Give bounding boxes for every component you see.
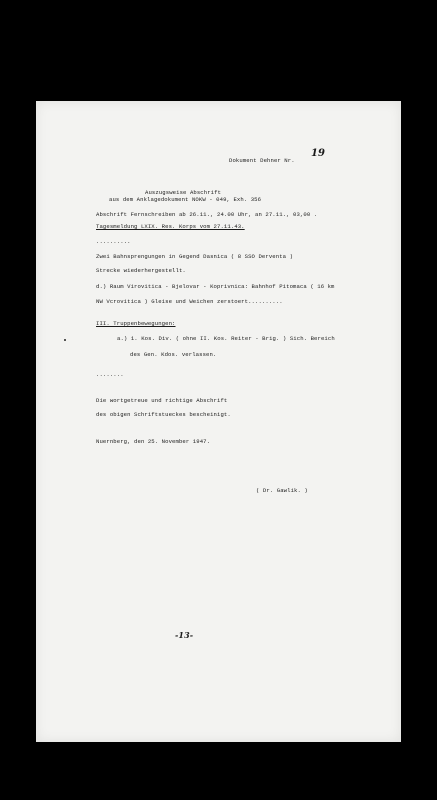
body-line-8: des Gen. Kdos. verlassen. — [130, 351, 217, 358]
body-line-1: Abschrift Fernschreiben ab 26.11., 24.00 Uhr, an 27.11., 03,00 . — [96, 211, 318, 218]
body-line-7: a.) 1. Kos. Div. ( ohne II. Kos. Reiter - Brig. ) Sich. Bereich — [117, 335, 335, 342]
section-title: III. Truppenbewegungen: — [96, 320, 176, 327]
title-line-2: aus dem Anklagedokument NOKW - 049, Exh. 356 — [109, 196, 262, 203]
ellipsis-1: .......... — [96, 238, 131, 245]
certification-line-1: Die wortgetreue und richtige Abschrift — [96, 397, 228, 404]
daily-report-heading: Tagesmeldung LXIX. Res. Korps vom 27.11.43. — [96, 223, 245, 230]
page-mark — [64, 339, 66, 341]
title-line-1: Auszugsweise Abschrift — [145, 189, 222, 196]
body-line-3: Zwei Bahnsprengungen in Gegend Dasnica ( 8 SSO Derventa ) — [96, 253, 294, 260]
page-number: -13- — [175, 630, 194, 640]
body-line-4: Strecke wiederhergestellt. — [96, 267, 186, 274]
body-line-5: d.) Raum Virovitica - Bjelovar - Koprivnica: Bahnhof Pitomaca ( 16 km — [96, 283, 335, 290]
handwritten-document-number: 19 — [311, 148, 326, 159]
document-page — [36, 101, 401, 742]
certification-line-2: des obigen Schriftstueckes bescheinigt. — [96, 411, 231, 418]
body-line-6: NW Vcrovitica ) Gleise und Weichen zerstoert.......... — [96, 298, 283, 305]
signature: ( Dr. Gawlik. ) — [256, 487, 308, 494]
document-label: Dokument Dehner Nr. — [229, 157, 295, 164]
ellipsis-2: ........ — [96, 371, 124, 378]
place-date: Nuernberg, den 25. November 1947. — [96, 438, 211, 445]
